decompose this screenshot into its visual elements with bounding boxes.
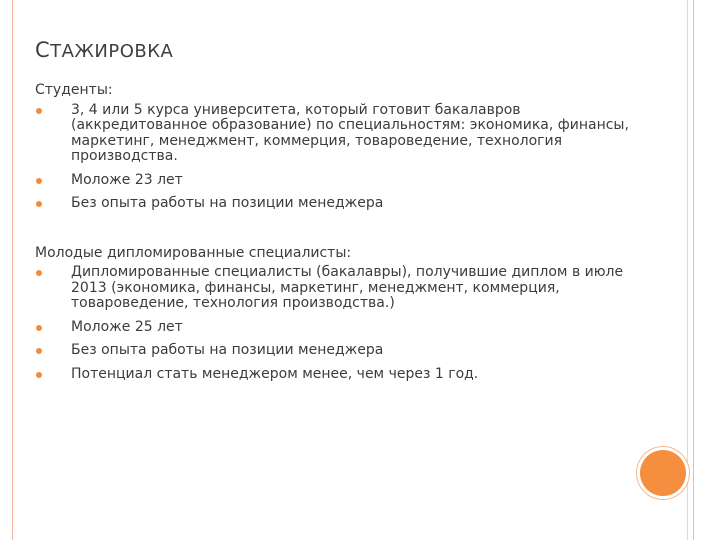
list-item [35, 343, 655, 359]
slide-title [35, 38, 173, 62]
bullet-icon [36, 325, 42, 331]
bullet-icon [36, 201, 42, 207]
graduates-item-3: Без опыта работы на позиции менеджера [71, 342, 384, 358]
list-item [35, 196, 655, 212]
graduates-item-2: Моложе 25 лет [71, 318, 183, 335]
slide-title-text: СТАЖИРОВКА [35, 38, 174, 62]
graduates-item-1: Дипломированные специалисты (бакалавры), получившие диплом в июле 2013 (экономика, финансы, маркетинг, менеджмент, коммерция, товароведение, технология производства.) [71, 264, 624, 311]
graduates-item-4: Потенциал стать менеджером менее, чем через 1 год. [71, 365, 479, 382]
section-spacer [35, 220, 655, 246]
list-item [35, 265, 655, 312]
students-list [35, 103, 655, 212]
list-item [35, 320, 655, 336]
graduates-list [35, 265, 655, 382]
bullet-icon [36, 372, 42, 378]
students-heading: Студенты: [35, 82, 113, 98]
list-item [35, 367, 655, 383]
list-item [35, 103, 655, 165]
decorative-orange-circle [640, 450, 686, 496]
bullet-icon [36, 178, 42, 184]
students-item-3: Без опыта работы на позиции менеджера [71, 195, 384, 211]
slide-content [35, 83, 655, 390]
list-item [35, 173, 655, 189]
bullet-icon [36, 270, 42, 276]
bullet-icon [36, 108, 42, 114]
students-item-2: Моложе 23 лет [71, 171, 183, 188]
graduates-heading: Молодые дипломированные специалисты: [35, 244, 352, 261]
students-item-1: 3, 4 или 5 курса университета, который готовит бакалавров (аккредитованное образование) по специальностям: экономика, финансы, маркетинг, менеджмент, коммерция, товароведение, технология производства. [71, 101, 629, 164]
bullet-icon [36, 348, 42, 354]
